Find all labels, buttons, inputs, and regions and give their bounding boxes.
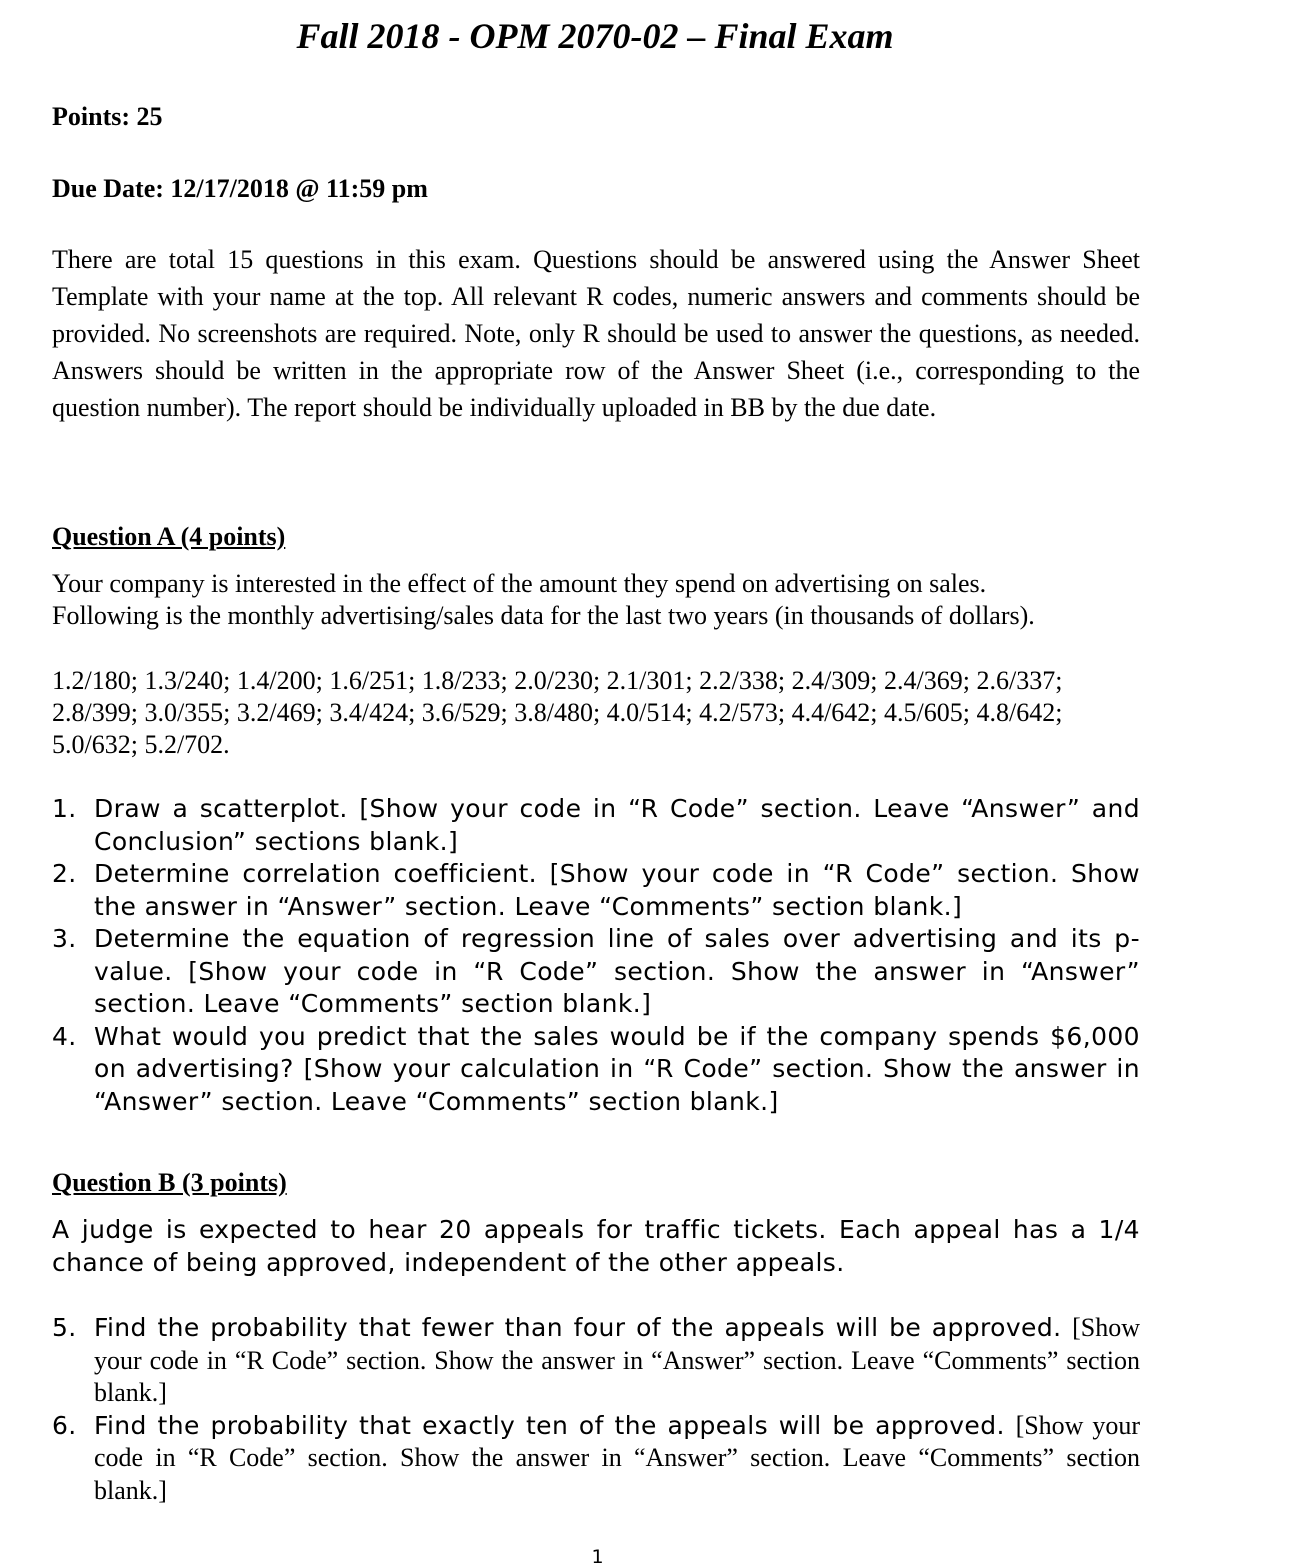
- question-item: [52, 1410, 1140, 1508]
- question-item: [52, 793, 1140, 858]
- data-line: 1.2/180; 1.3/240; 1.4/200; 1.6/251; 1.8/233; 2.0/230; 2.1/301; 2.2/338; 2.4/309; 2.4/369; 2.6/337;: [52, 666, 1063, 695]
- question-number: 1.: [52, 794, 77, 823]
- question-number: 6.: [52, 1410, 77, 1440]
- question-text: What would you predict that the sales would be if the company spends $6,000 on advertising? [Show your calculation in “R Code” section. Show the answer in “Answer” section. Leave “Comments” section blank.]: [94, 1021, 1140, 1116]
- question-text: Determine correlation coefficient. [Show your code in “R Code” section. Show the answer in “Answer” section. Leave “Comments” section blank.]: [94, 859, 1140, 921]
- question-text: Draw a scatterplot. [Show your code in “R Code” section. Leave “Answer” and Conclusion” sections blank.]: [94, 794, 1140, 856]
- question-a-description: [52, 568, 1140, 632]
- question-a-description-line: Your company is interested in the effect of the amount they spend on advertising on sales.: [52, 569, 987, 598]
- question-a-description-line: Following is the monthly advertising/sales data for the last two years (in thousands of dollars).: [52, 601, 1035, 630]
- question-item: [52, 1021, 1140, 1119]
- question-item: [52, 923, 1140, 1021]
- question-a-heading: Question A (4 points): [52, 522, 286, 551]
- data-line: 5.0/632; 5.2/702.: [52, 730, 230, 759]
- question-b-description: A judge is expected to hear 20 appeals for traffic tickets. Each appeal has a 1/4 chance of being approved, independent of the other appeals.: [52, 1215, 1140, 1277]
- question-b-heading: Question B (3 points): [52, 1168, 287, 1197]
- question-text: Find the probability that exactly ten of the appeals will be approved.: [94, 1410, 1005, 1440]
- question-number: 2.: [52, 859, 77, 888]
- due-date-line: Due Date: 12/17/2018 @ 11:59 pm: [52, 174, 428, 203]
- question-number: 3.: [52, 924, 77, 953]
- question-a-items: [52, 793, 1140, 1118]
- question-instructions: [Show your code in “R Code” section. Show the answer in “Answer” section. Leave “Comments” section blank.]: [94, 1313, 1140, 1407]
- question-text: Find the probability that fewer than four of the appeals will be approved.: [94, 1313, 1062, 1342]
- points-line: Points: 25: [52, 102, 163, 131]
- question-number: 5.: [52, 1313, 77, 1342]
- question-item: [52, 1312, 1140, 1410]
- page-number: 1: [591, 1546, 604, 1568]
- question-item: [52, 858, 1140, 923]
- document-title: Fall 2018 - OPM 2070-02 – Final Exam: [296, 16, 894, 56]
- exam-instructions: There are total 15 questions in this exam. Questions should be answered using the Answer Sheet Template with your name at the top. All relevant R codes, numeric answers and comments should be provided. No screenshots are required. Note, only R should be used to answer the questions, as needed. Answers should be written in the appropriate row of the Answer Sheet (i.e., corresponding to the question number). The report should be individually uploaded in BB by the due date.: [52, 245, 1140, 422]
- question-number: 4.: [52, 1021, 77, 1051]
- question-b-items: [52, 1312, 1140, 1507]
- question-text: Determine the equation of regression line of sales over advertising and its p-value. [Show your code in “R Code” section. Show the answer in “Answer” section. Leave “Comments” section blank.]: [94, 924, 1140, 1018]
- advertising-sales-data: [52, 665, 1140, 761]
- question-instructions: [Show your code in “R Code” section. Show the answer in “Answer” section. Leave “Comments” section blank.]: [94, 1410, 1140, 1505]
- data-line: 2.8/399; 3.0/355; 3.2/469; 3.4/424; 3.6/529; 3.8/480; 4.0/514; 4.2/573; 4.4/642; 4.5/605; 4.8/642;: [52, 698, 1063, 727]
